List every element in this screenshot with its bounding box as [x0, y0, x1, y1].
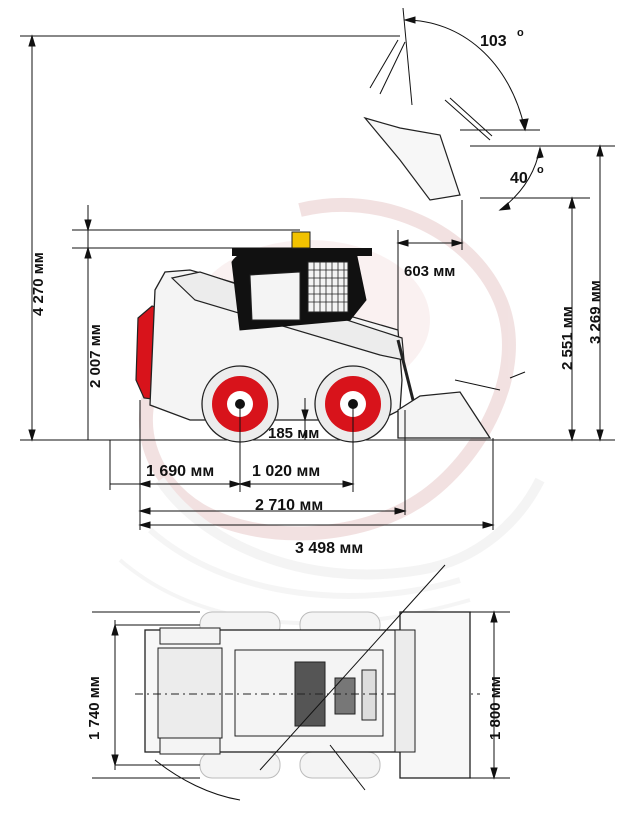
- width-machine-label: 1 740 мм: [86, 676, 103, 740]
- wheelbase-label: 1 020 мм: [252, 463, 321, 480]
- overall-height-label: 4 270 мм: [30, 252, 47, 316]
- cab-window: [250, 272, 300, 320]
- beacon-light: [292, 232, 310, 248]
- dump-reach-label: 603 мм: [404, 263, 456, 280]
- rollback-angle-degree: o: [537, 164, 544, 176]
- length-with-bucket-label: 3 498 мм: [295, 540, 364, 557]
- ground-clearance-label: 185 мм: [268, 425, 320, 442]
- rollback-angle-label: 40: [510, 170, 528, 187]
- dump-angle-label: 103: [480, 33, 507, 50]
- raised-arm-outline: [365, 40, 492, 200]
- machine-height-label: 2 007 мм: [87, 324, 104, 388]
- cab-roof: [232, 248, 372, 256]
- dump-height-label: 2 551 мм: [559, 306, 576, 370]
- width-bucket-label: 1 800 мм: [487, 676, 504, 740]
- length-without-bucket-label: 2 710 мм: [255, 497, 324, 514]
- hinge-pin-height-label: 3 269 мм: [587, 280, 604, 344]
- rear-to-axle-label: 1 690 мм: [146, 463, 215, 480]
- dump-angle-degree: o: [517, 27, 524, 39]
